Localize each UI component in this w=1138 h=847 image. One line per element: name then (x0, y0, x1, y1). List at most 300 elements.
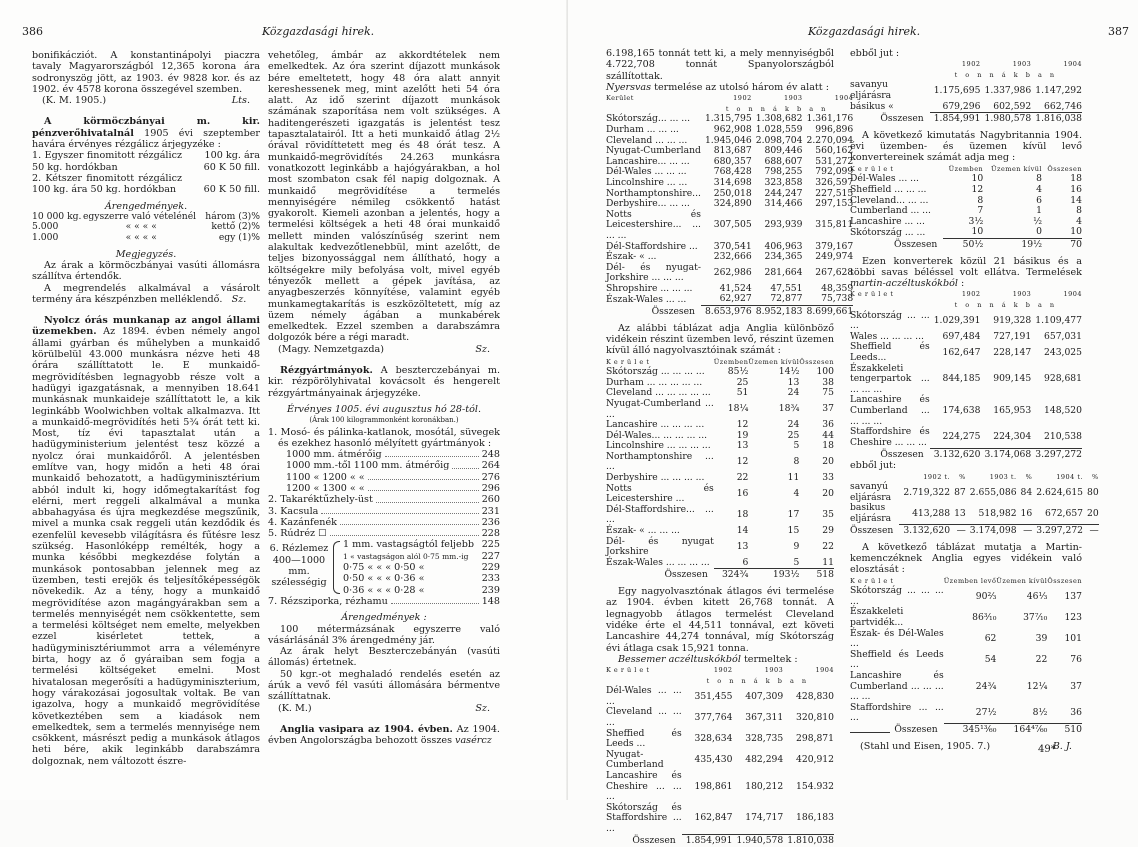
row-label: Észak-Wales ... ... ... ... (606, 557, 710, 569)
intro-source: (K. M. 1905.) (42, 95, 107, 107)
discount-pct: kettő (2)% (211, 221, 260, 233)
copper-discounts-heading: Árengedmények : (341, 612, 427, 624)
total-row (850, 724, 1082, 736)
column-header: 1902 (713, 666, 733, 675)
bessemer-intro-text: termeltek : (740, 653, 798, 665)
price-unit-note: (Árak 100 kilogrammonként koronákban.) (309, 416, 459, 425)
table-row (850, 629, 1082, 650)
price-item (268, 528, 500, 539)
row-label: Skótország ... ... ... ... (850, 585, 944, 607)
total-value: 19½ (983, 238, 1042, 250)
row-label: savanyú eljárásra (850, 481, 892, 503)
row-label: Sheffield és Leeds ... (850, 648, 944, 671)
column-header: Üzemen kívül (996, 576, 1048, 585)
sheet-row (343, 551, 500, 562)
cell-value: 6 (742, 556, 749, 568)
cell-value: 2.719,322 (903, 486, 951, 498)
cell-value: 2.655,086 (969, 486, 1017, 498)
cell-value: 148,520 (1044, 404, 1082, 416)
cell-value: 72,877 (770, 293, 803, 305)
cell-value: 4 (1076, 215, 1082, 227)
subitem-price: 264 (481, 460, 500, 472)
table-row (850, 311, 1082, 332)
column-header: 1904 t. (1056, 472, 1084, 481)
valid-from-line: Érvényes 1005. évi augusztus hó 28-tól. (286, 403, 482, 415)
cell-value: 16 (736, 487, 749, 499)
row-label: Skótország és Staffordshire ... ... (606, 801, 682, 834)
table-row (606, 125, 853, 136)
cell-value: 174,638 (942, 404, 981, 416)
cell-value: 14½ (778, 366, 800, 378)
sheet-row (343, 573, 500, 584)
row-label: Dél- és nyugat Jorkshire (606, 535, 714, 558)
table-header-row (850, 289, 1082, 300)
cell-value: 262,986 (713, 266, 752, 278)
row-label: Észak- « ... ... ... (606, 525, 680, 537)
cell-value: 80 (1087, 486, 1099, 498)
table-row (606, 210, 853, 242)
cell-value: 768,428 (713, 166, 752, 178)
cell-value: 328,735 (745, 732, 784, 744)
cell-value: 37 (822, 403, 834, 415)
cell-value: 14 (736, 525, 749, 537)
cell-value: 244,247 (764, 187, 803, 199)
row-label: Lancashire és Cumberland ... ... ... ... (850, 394, 930, 427)
row-label: Cleveland ... ... ... (606, 706, 682, 729)
price-item (268, 596, 500, 607)
cell-value: 51 (736, 387, 749, 399)
cell-value: 75 (822, 387, 834, 399)
sheet-row (343, 562, 500, 573)
note-paragraph-2 (32, 283, 260, 306)
total-row (850, 448, 1082, 460)
row-label: Durham ... ... ... ... ... (606, 376, 703, 388)
cell-value: 22 (736, 472, 749, 484)
table-row (850, 217, 1082, 228)
cell-value: 29 (822, 525, 834, 537)
martin-furnace-table (850, 576, 1082, 736)
row-label: Észak- « ... (606, 251, 657, 263)
cell-value: 16 (1070, 183, 1082, 195)
cell-value: 909,145 (993, 373, 1032, 385)
article-kormoczbanya-text: 1905 évi szeptember havára érvényes rézgálicz árjegyzéke : (32, 127, 260, 151)
total-value: 1.810,038 (783, 835, 834, 847)
row-label: Sheffied és Leeds ... (606, 727, 682, 750)
row-label: Lincolnshire ... ... (606, 176, 688, 188)
total-label: Összesen (651, 305, 695, 317)
cell-value: 688,607 (764, 155, 803, 167)
row-label: Nyugat-Cumberland (606, 748, 664, 771)
cell-value: 351,455 (694, 690, 733, 702)
running-head-right: Közgazdasági hirek. (808, 25, 921, 38)
cell-value: 2.624,615 (1036, 486, 1084, 498)
row-label: Staffordshire ... ... ... (850, 701, 944, 724)
row-label: Northamptonshire ... ... (606, 450, 714, 473)
item-label: 3. Kacsula (268, 505, 319, 517)
cell-value: 267,628 (815, 266, 854, 278)
table-row (850, 395, 1082, 427)
cell-value: 100 (816, 366, 834, 378)
subitem-price: 276 (481, 471, 500, 483)
total-label: Összesen (894, 724, 938, 736)
cell-value: 314,698 (713, 176, 752, 188)
table-row (606, 294, 853, 305)
row-label: Cleveland ... ... ... (606, 134, 688, 146)
table-row (850, 185, 1082, 196)
cell-value: 154.932 (796, 780, 834, 792)
row-label: Skótország ... ... (850, 226, 926, 238)
table-row (606, 729, 834, 750)
row-label: Cleveland ... ... ... ... ... (606, 387, 711, 399)
sheet-row-price: 227 (481, 550, 500, 562)
article-copper-title: Rézgyártmányok. (280, 365, 373, 377)
cell-value: 84 (1020, 486, 1033, 498)
column-header: K e r ü l e t (850, 576, 894, 585)
price-item-price: 60 K 50 fill. (203, 184, 260, 196)
cell-value: 1.109,477 (1035, 314, 1082, 326)
cell-value: 326,597 (815, 176, 854, 188)
column-header: 1904 (1063, 60, 1082, 69)
item-price: 236 (481, 516, 500, 528)
copper-sheet-rows (343, 539, 500, 595)
row-label: Dél- és nyugat-Jorkshire ... ... ... (606, 261, 701, 284)
cell-value: 420,912 (796, 754, 834, 766)
total-value: 510 (1047, 724, 1082, 736)
price-subitem (268, 472, 500, 483)
article-eight-hour-day (32, 315, 260, 767)
table-row (850, 503, 1099, 524)
cell-value: 315,811 (815, 219, 854, 231)
continuation-signature-line (268, 344, 500, 355)
row-label: Skótország ... ... ... ... (606, 366, 705, 378)
total-value: 70 (1042, 238, 1082, 250)
article-kormoczbanya-title: A körmöczbányai m. kir. pénzverőhivatalnál (32, 116, 260, 139)
cell-value: 12 (736, 456, 749, 468)
total-value: 345¹³⁄₆₀ (944, 724, 997, 736)
cell-value: 227,515 (815, 187, 854, 199)
cell-value: 2.270,094 (806, 134, 854, 146)
cell-value: 39 (1035, 632, 1048, 644)
right-column-2 (850, 48, 1099, 753)
discount-text: « « « « (125, 221, 157, 233)
cell-value: 435,430 (694, 754, 733, 766)
cell-value: 727,191 (993, 330, 1032, 342)
left-column-2 (268, 50, 500, 747)
column-header: 1902 (733, 94, 752, 103)
cell-value: 697,484 (942, 330, 981, 342)
row-label: Észak- és Dél-Wales ... (850, 627, 944, 650)
price-item (268, 494, 500, 505)
cell-value: 672,657 (1045, 507, 1084, 519)
sheet-row-price: 233 (481, 573, 500, 585)
converter-intro: A következő kimutatás Nagybritannia 1904. évi üzemben- és üzemen kívül levő konvertereinek számát adja meg : (850, 129, 1082, 164)
cell-value: 11 (787, 472, 800, 484)
pig-iron-intro-text: termelése az utolsó három év alatt : (651, 81, 829, 93)
table-row (32, 233, 260, 244)
footnote-rule (850, 732, 890, 733)
table-row (606, 452, 834, 473)
article-eight-hour-title: Nyolcz órás munkanap az angol állami üzemekben. (32, 315, 260, 338)
cell-value: 407,309 (745, 690, 784, 702)
cell-value: 162,847 (694, 812, 733, 824)
copper-discount-paragraph-1: 100 métermázsának egyszerre való vásárlásánál 3% árengedmény jár. (268, 623, 500, 646)
cell-value: 85½ (727, 366, 749, 378)
bessemer-intro (606, 654, 834, 665)
row-label: Skótország ... ... ... (850, 309, 930, 332)
total-row (606, 306, 853, 318)
cell-value: 298,871 (796, 732, 834, 744)
subitem-label: 1000 mm.-től 1100 mm. átmérőig (286, 460, 450, 472)
cell-value: 9 (793, 540, 800, 552)
cell-value: 15 (787, 525, 800, 537)
cell-value: 17 (787, 509, 800, 521)
table-row (606, 537, 834, 558)
cell-value: 10 (971, 173, 984, 185)
total-value: 1.940,578 (732, 835, 783, 847)
sheet-row-price: 239 (481, 584, 500, 596)
signature-mark: 49* (1038, 744, 1056, 755)
cell-value: 377,764 (694, 711, 733, 723)
cell-value: 482,294 (745, 754, 784, 766)
cell-value: 18 (822, 440, 834, 452)
cell-value: 8 (1036, 173, 1043, 185)
total-value: 3.297,272 (1032, 525, 1083, 537)
cell-value: 165,953 (993, 404, 1032, 416)
column-header: 1904 (834, 94, 854, 103)
item-price: 260 (481, 494, 500, 506)
total-value: — (1083, 525, 1099, 537)
column-header: 1903 (783, 94, 803, 103)
pig-iron-italic: Nyersvas (606, 81, 652, 93)
column-header: % (1092, 472, 1099, 481)
cell-value: 224,275 (942, 431, 981, 443)
column-header: 1902 (961, 290, 981, 299)
cell-value: 5 (793, 440, 800, 452)
cell-value: 180,212 (745, 780, 784, 792)
running-head-left: Közgazdasági hirek. (262, 25, 375, 38)
price-item (268, 506, 500, 517)
cell-value: 25 (736, 376, 749, 388)
cell-value: 928,681 (1044, 373, 1082, 385)
cell-value: 8½ (1032, 706, 1048, 718)
cell-value: 14 (1070, 194, 1082, 206)
item-label: 7. Rézsziporka, rézhamu (268, 595, 388, 607)
final-source: (Stahl und Eisen, 1905. 7.) (860, 741, 991, 753)
cell-value: 24 (787, 387, 800, 399)
copper-sheet-label: 6. Rézlemez 400—1000 mm. szélességig (269, 543, 329, 589)
cell-value: 1 (1036, 205, 1043, 217)
pig-iron-intro (606, 82, 834, 93)
row-label: Staffordshire és Cheshire ... ... ... (850, 426, 930, 448)
price-item (268, 517, 500, 528)
of-which-label-2: ebből jut: (850, 460, 897, 472)
cell-value: 35 (822, 509, 834, 521)
cell-value: 809,446 (764, 145, 803, 157)
cell-value: 1.308,682 (755, 113, 803, 125)
martin-colon: : (958, 278, 965, 290)
cell-value: 90⅔ (975, 590, 997, 602)
cell-value: 20 (822, 456, 834, 468)
cell-value: 281,664 (764, 266, 803, 278)
row-label: Northamptonshire... (606, 187, 701, 199)
left-column-1 (32, 50, 260, 767)
page-number-left: 386 (22, 25, 43, 38)
cell-value: 8 (793, 456, 800, 468)
total-label: Összesen (894, 238, 938, 250)
table-row (850, 607, 1082, 628)
note-heading: Megjegyzés. (115, 248, 177, 260)
table-row (606, 803, 834, 835)
column-header: Üzemen kívül (748, 357, 800, 366)
cell-value: 20 (822, 487, 834, 499)
cell-value: 4 (1036, 183, 1043, 195)
furnace-distribution-intro: A következő táblázat mutatja a Martin-kemenczéknek Anglia egyes vidékein való elosztását : (850, 541, 1082, 576)
cell-value: 679,296 (942, 100, 981, 112)
cell-value: 162,647 (942, 346, 981, 358)
discount-qty: 5.000 (32, 221, 59, 233)
row-label: Dél-Wales ... ... ... (606, 685, 682, 707)
price-item-price: 100 kg. ára 60 K 50 fill. (203, 150, 260, 173)
cell-value: 86³⁄₁₀ (972, 611, 997, 623)
unit-label: t o n n á k b a n (954, 300, 1058, 309)
martin-intro-text: Ezen konverterek közül 21 básikus és a többi savas béléssel volt ellátva. Termelések (850, 255, 1082, 278)
cell-value: 46⅓ (1026, 590, 1048, 602)
price-item (32, 150, 260, 173)
cell-value: 680,357 (713, 155, 752, 167)
item-price: 148 (481, 595, 500, 607)
cell-value: 307,505 (713, 219, 752, 231)
cell-value: 4 (793, 487, 800, 499)
column-header: % (959, 472, 966, 481)
column-header: Üzemben (713, 357, 749, 366)
cell-value: 101 (1064, 632, 1082, 644)
discounts-heading: Árengedmények. (104, 200, 188, 212)
cell-value: 232,666 (713, 251, 752, 263)
total-value: — (950, 525, 966, 537)
row-label: Lancashire... ... ... (606, 155, 690, 167)
item-label: 4. Kazánfenék (268, 516, 337, 528)
right-column-1 (606, 48, 854, 847)
total-label: Összesen (664, 569, 708, 581)
row-label: Durham ... ... ... (606, 123, 679, 135)
column-header: 1902 (961, 60, 981, 69)
cell-value: 24 (787, 419, 800, 431)
cell-value: 48,359 (821, 282, 854, 294)
cell-value: 8 (977, 194, 984, 206)
article-iron-italic: vasércz (455, 735, 492, 747)
row-label: básikus « (850, 100, 894, 112)
item-price: 231 (481, 505, 500, 517)
total-value: 518 (799, 569, 834, 581)
note-text: A megrendelés alkalmával a vásárolt termény ára készpénzben melléklendő. (32, 282, 260, 305)
column-header: 1904 (1063, 290, 1082, 299)
cell-value: 328,634 (694, 732, 733, 744)
total-row (850, 525, 1099, 537)
cell-value: 518,982 (978, 507, 1017, 519)
bessemer-italic: Bessemer aczéltuskókból (618, 653, 741, 665)
discount-text: « « « « (125, 232, 157, 244)
cell-value: 379,167 (815, 240, 854, 252)
article-iron-title: Anglia vasipara az 1904. évben. (280, 723, 453, 735)
total-value: 3.132,620 (899, 525, 950, 537)
cell-value: 37⁷⁄₁₀ (1023, 611, 1048, 623)
cell-value: 320,810 (796, 711, 834, 723)
discount-table (32, 212, 260, 244)
cell-value: 1.147,292 (1035, 84, 1082, 96)
cell-value: 18 (736, 509, 749, 521)
sheet-row-price: 225 (481, 539, 500, 551)
continuation-signature: Sz. (475, 343, 490, 355)
row-label: Dél-Wales... ... ... ... ... (606, 429, 708, 441)
cell-value: 370,541 (713, 240, 752, 252)
copper-source: (K. M.) (278, 702, 312, 714)
cell-value: 243,025 (1044, 346, 1082, 358)
cell-value: 10 (971, 226, 984, 238)
cell-value: 25 (787, 429, 800, 441)
cell-value: 6 (1036, 194, 1043, 206)
row-label: Dél-Staffordshire ... (606, 240, 698, 252)
continuation-source: (Magy. Nemzetgazda) (278, 343, 384, 355)
cell-value: 18¼ (727, 403, 749, 415)
copper-signature-line (268, 703, 500, 714)
copper-sulphate-price-list (32, 150, 260, 195)
cell-value: 560,162 (815, 145, 854, 157)
column-header: K e r ü l e t (850, 164, 894, 173)
row-label: Dél-Wales ... ... ... (606, 166, 687, 178)
cell-value: 367,311 (745, 711, 784, 723)
row-label: Derbyshire... ... ... (606, 198, 690, 210)
row-label: savanyu eljárásra (850, 79, 892, 102)
row-label: Dél-Staffordshire... ... ... (606, 503, 714, 526)
converter-table (850, 164, 1082, 251)
column-header: Kerület (606, 94, 634, 103)
cell-value: 76 (1070, 654, 1082, 666)
cell-value: 210,538 (1044, 431, 1082, 443)
price-item-label: 2. Kétszer finomitott rézgálicz 100 kg. ára 50 kg. hordókban (32, 172, 182, 196)
of-which-label: ebből jut : (850, 48, 900, 59)
total-row (606, 835, 834, 847)
martin-intro (850, 256, 1082, 290)
table-row (850, 227, 1082, 238)
bessemer-table (606, 665, 834, 847)
row-label: Nyugat-Cumberland ... ... (606, 397, 714, 420)
price-subitem (268, 483, 500, 494)
row-label: Sheffield és Leeds... (850, 341, 930, 363)
total-value: 324¾ (714, 569, 749, 581)
unit-label: t o n n á k b a n (725, 104, 829, 113)
total-value: 1.980,578 (980, 113, 1031, 125)
total-value: 8.952,183 (752, 306, 803, 318)
total-value: 3.132,620 (930, 448, 981, 460)
total-value: 1.854,991 (682, 835, 733, 847)
row-label: Notts és Leicestershire... ... ... ... (606, 208, 701, 241)
cell-value: 13 (736, 440, 749, 452)
discount-text: egyszerre való vételénél (82, 210, 197, 222)
row-label: Lancashire és Cheshire ... ... ... (606, 770, 682, 803)
cell-value: 87 (954, 486, 966, 498)
cell-value: 1.029,391 (933, 314, 981, 326)
total-label: Összesen (880, 113, 924, 125)
column-header: 1903 (1012, 290, 1032, 299)
copper-sheet-group (268, 539, 500, 595)
total-value: 3.297,272 (1031, 448, 1082, 460)
page-number-right: 387 (1108, 25, 1129, 38)
cell-value: 27½ (975, 706, 997, 718)
cell-value: 41,524 (719, 282, 752, 294)
cell-value: 406,963 (764, 240, 803, 252)
cell-value: 5 (793, 556, 800, 568)
price-item-label: 1. Egyszer finomitott rézgálicz 50 kg. hordókban (32, 150, 182, 173)
